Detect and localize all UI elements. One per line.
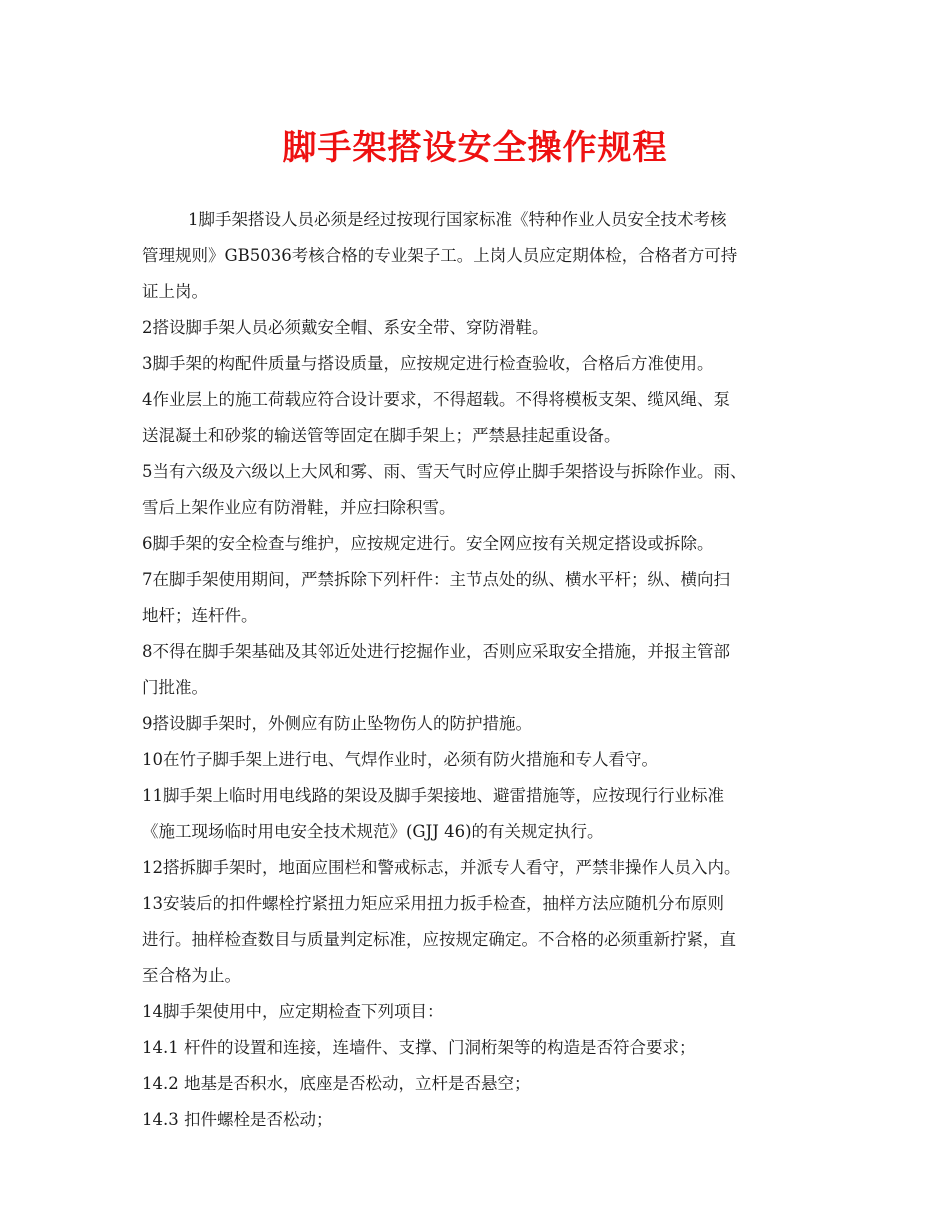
text-line: 3脚手架的构配件质量与搭设质量，应按规定进行检查验收，合格后方准使用。 bbox=[142, 354, 714, 373]
text-line: 14.3 扣件螺栓是否松动； bbox=[142, 1110, 333, 1129]
text-line: 2搭设脚手架人员必须戴安全帽、系安全带、穿防滑鞋。 bbox=[142, 318, 549, 337]
text-line: 10在竹子脚手架上进行电、气焊作业时，必须有防火措施和专人看守。 bbox=[142, 750, 658, 769]
text-line: 雪后上架作业应有防滑鞋，并应扫除积雪。 bbox=[142, 498, 456, 517]
text-line: 12搭拆脚手架时，地面应围栏和警戒标志，并派专人看守，严禁非操作人员入内。 bbox=[142, 858, 741, 877]
text-line: 14.2 地基是否积水，底座是否松动，立杆是否悬空； bbox=[142, 1074, 531, 1093]
text-line: 管理规则》GB5036考核合格的专业架子工。上岗人员应定期体检，合格者方可持 bbox=[142, 246, 738, 265]
text-line: 5当有六级及六级以上大风和雾、雨、雪天气时应停止脚手架搭设与拆除作业。雨、 bbox=[142, 462, 747, 481]
text-line: 7在脚手架使用期间，严禁拆除下列杆件：主节点处的纵、横水平杆；纵、横向扫 bbox=[142, 570, 730, 589]
text-line: 6脚手架的安全检查与维护，应按规定进行。安全网应按有关规定搭设或拆除。 bbox=[142, 534, 714, 553]
text-line: 送混凝土和砂浆的输送管等固定在脚手架上；严禁悬挂起重设备。 bbox=[142, 426, 621, 445]
text-line: 地杆；连杆件。 bbox=[142, 606, 258, 625]
text-line: 证上岗。 bbox=[142, 282, 208, 301]
text-line: 至合格为止。 bbox=[142, 966, 241, 985]
text-line: 《施工现场临时用电安全技术规范》(GJJ 46)的有关规定执行。 bbox=[142, 822, 604, 841]
text-line: 9搭设脚手架时，外侧应有防止坠物伤人的防护措施。 bbox=[142, 714, 532, 733]
page-title: 脚手架搭设安全操作规程 bbox=[282, 128, 668, 168]
text-line: 1脚手架搭设人员必须是经过按现行国家标准《特种作业人员安全技术考核 bbox=[188, 210, 727, 229]
text-line: 13安装后的扣件螺栓拧紧扭力矩应采用扭力扳手检查，抽样方法应随机分布原则 bbox=[142, 894, 724, 913]
text-line: 进行。抽样检查数目与质量判定标准，应按规定确定。不合格的必须重新拧紧，直 bbox=[142, 930, 736, 949]
text-line: 门批准。 bbox=[142, 678, 208, 697]
text-line: 14.1 杆件的设置和连接，连墙件、支撑、门洞桁架等的构造是否符合要求； bbox=[142, 1038, 696, 1057]
text-line: 4作业层上的施工荷载应符合设计要求，不得超载。不得将模板支架、缆风绳、泵 bbox=[142, 390, 730, 409]
text-line: 14脚手架使用中，应定期检查下列项目： bbox=[142, 1002, 444, 1021]
text-line: 11脚手架上临时用电线路的架设及脚手架接地、避雷措施等，应按现行行业标准 bbox=[142, 786, 724, 805]
text-line: 8不得在脚手架基础及其邻近处进行挖掘作业，否则应采取安全措施，并报主管部 bbox=[142, 642, 730, 661]
